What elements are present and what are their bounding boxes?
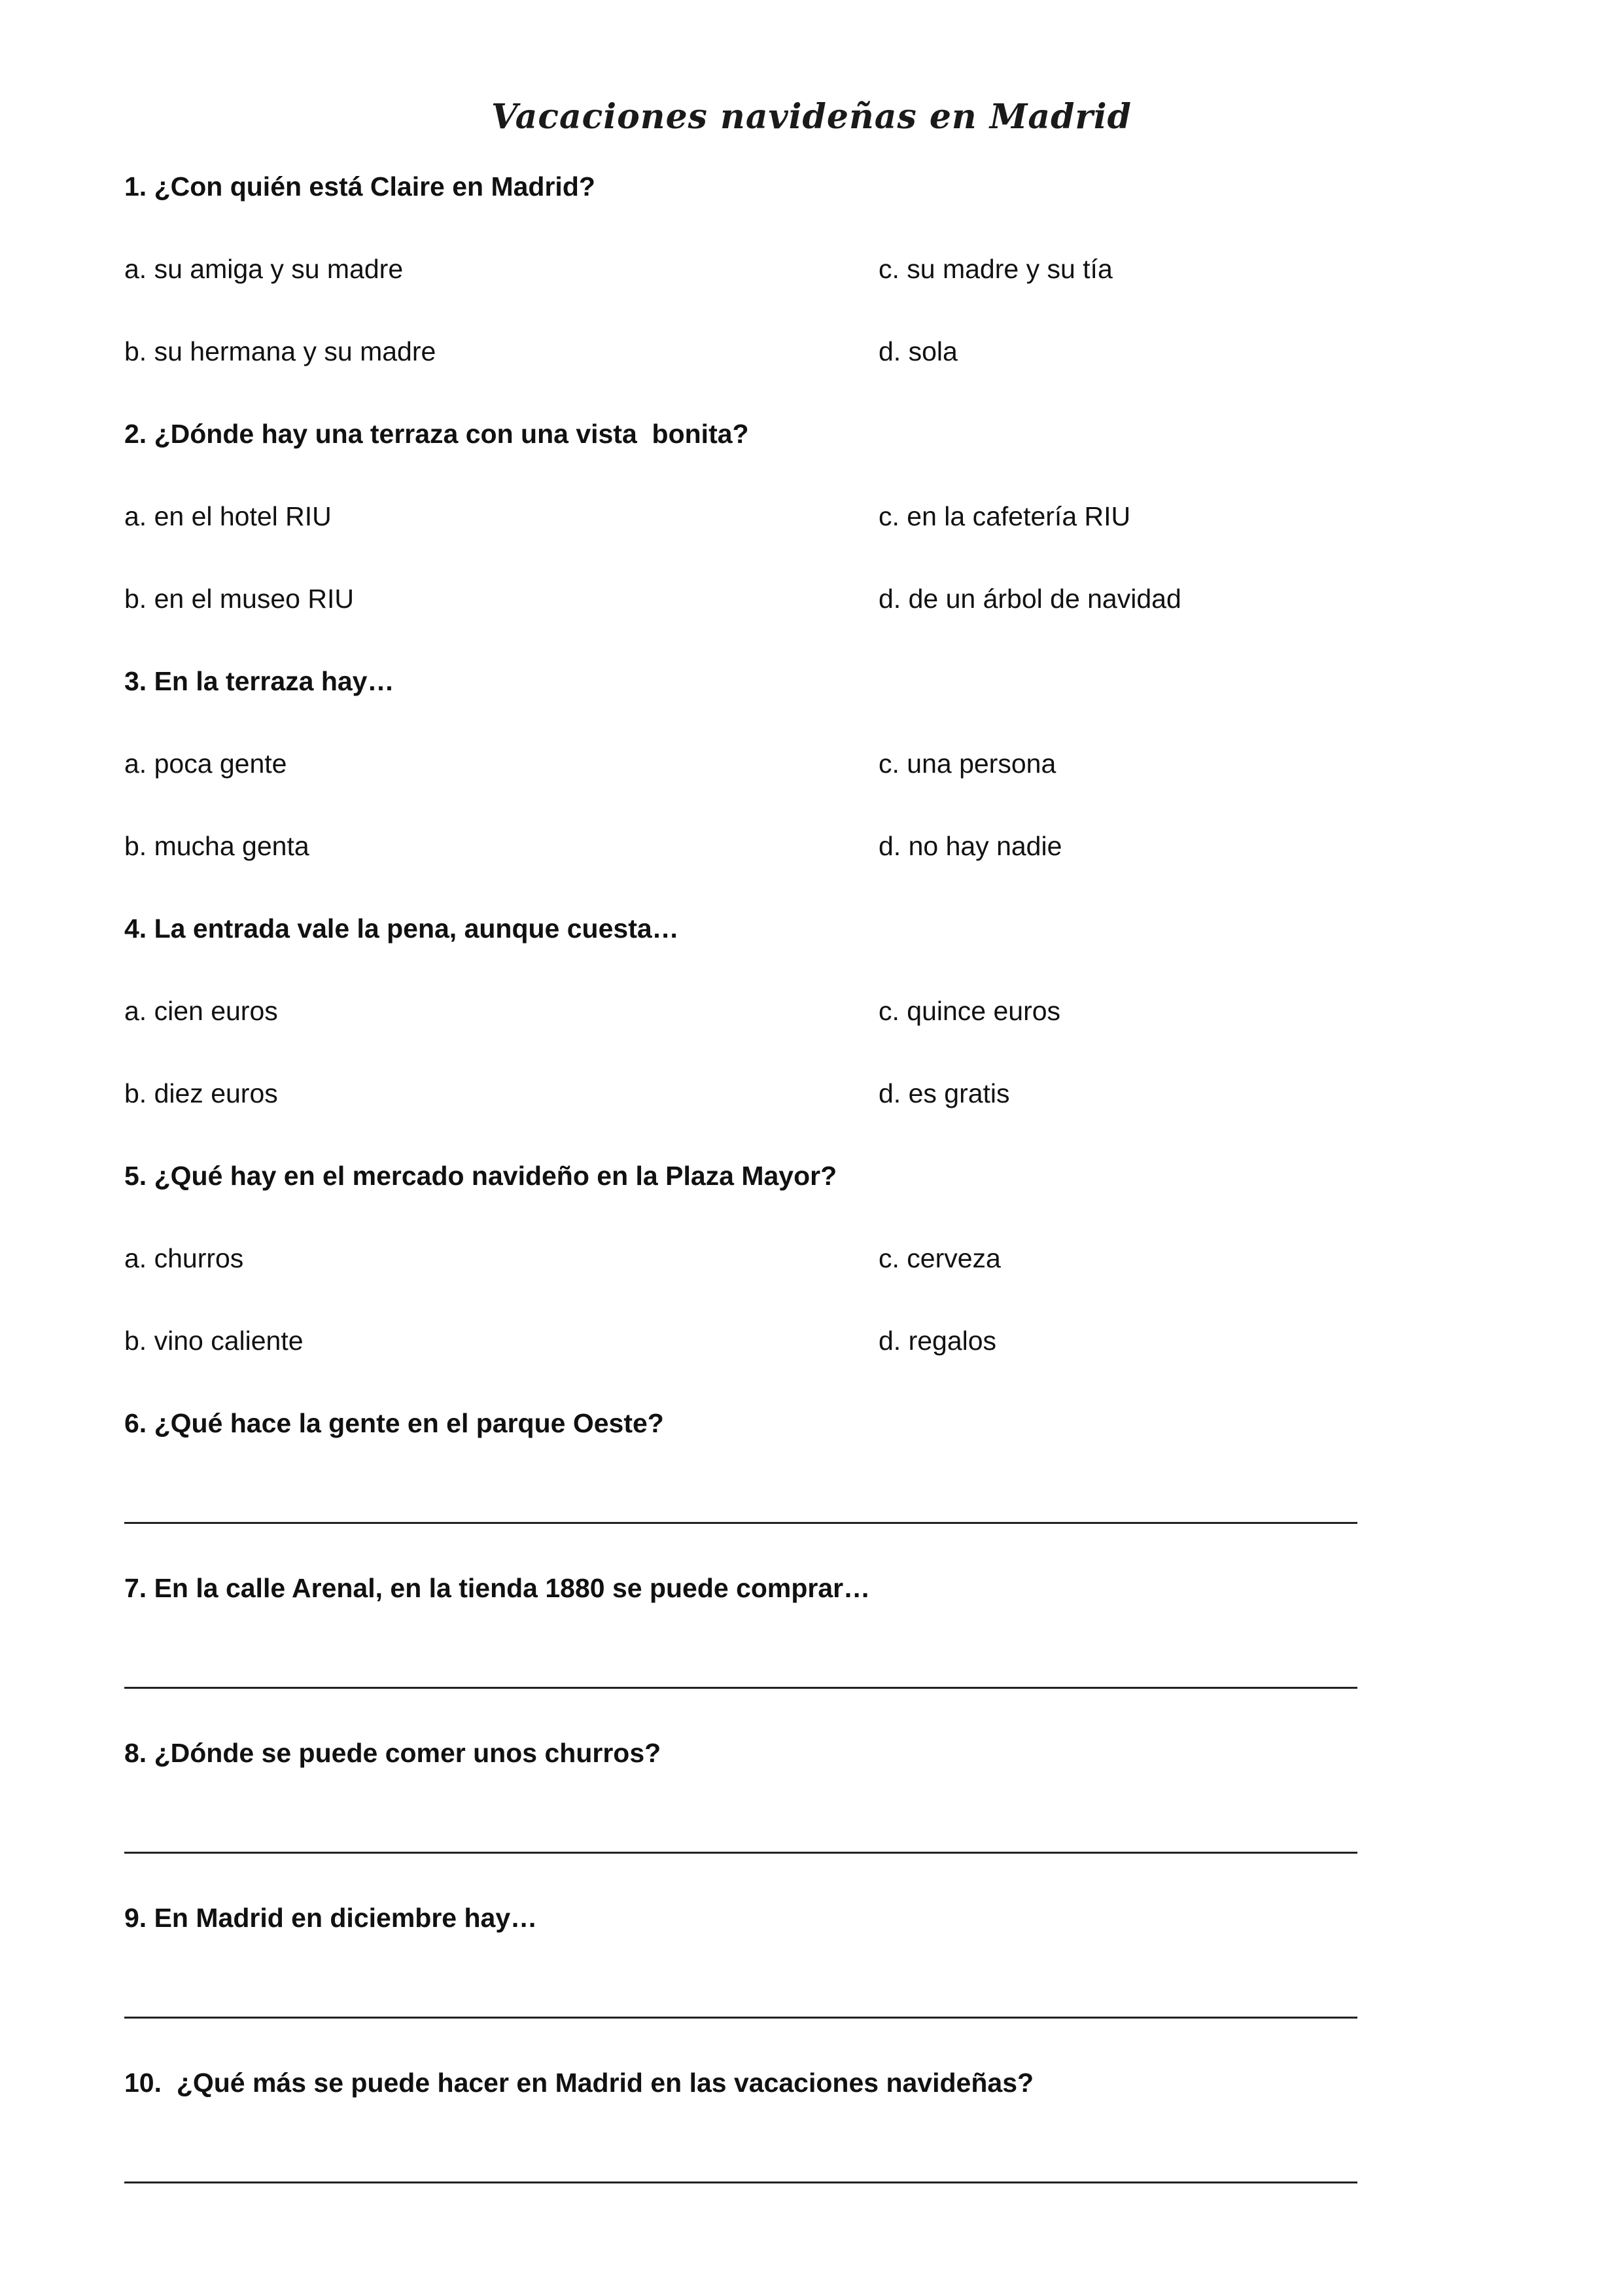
- q4-option-c: c. quince euros: [879, 996, 1061, 1026]
- q2-option-d: d. de un árbol de navidad: [879, 584, 1181, 614]
- question-1: 1. ¿Con quién está Claire en Madrid?: [124, 171, 595, 202]
- q1-option-a: a. su amiga y su madre: [124, 254, 404, 284]
- q4-option-b: b. diez euros: [124, 1078, 278, 1108]
- question-3: 3. En la terraza hay…: [124, 666, 394, 696]
- q1-option-d: d. sola: [879, 336, 958, 366]
- question-6: 6. ¿Qué hace la gente en el parque Oeste?: [124, 1408, 664, 1438]
- q5-option-d: d. regalos: [879, 1326, 997, 1356]
- q1-option-b: b. su hermana y su madre: [124, 336, 436, 366]
- q4-option-d: d. es gratis: [879, 1078, 1010, 1108]
- answer-line-9: [124, 2017, 1357, 2019]
- q2-option-b: b. en el museo RIU: [124, 584, 354, 614]
- answer-line-8: [124, 1852, 1357, 1854]
- q1-option-c: c. su madre y su tía: [879, 254, 1113, 284]
- q5-option-b: b. vino caliente: [124, 1326, 304, 1356]
- question-8: 8. ¿Dónde se puede comer unos churros?: [124, 1738, 661, 1768]
- question-4: 4. La entrada vale la pena, aunque cuesta…: [124, 913, 679, 944]
- q3-option-b: b. mucha genta: [124, 831, 309, 861]
- q5-option-c: c. cerveza: [879, 1243, 1001, 1273]
- q5-option-a: a. churros: [124, 1243, 244, 1273]
- q3-option-d: d. no hay nadie: [879, 831, 1062, 861]
- question-2: 2. ¿Dónde hay una terraza con una vista bonita?: [124, 419, 749, 449]
- question-9: 9. En Madrid en diciembre hay…: [124, 1903, 538, 1933]
- page-title: Vacaciones navideñas en Madrid: [491, 97, 1132, 137]
- answer-line-6: [124, 1522, 1357, 1524]
- question-7: 7. En la calle Arenal, en la tienda 1880 se puede comprar…: [124, 1573, 871, 1603]
- question-10: 10. ¿Qué más se puede hacer en Madrid en las vacaciones navideñas?: [124, 2068, 1034, 2098]
- q3-option-a: a. poca gente: [124, 749, 287, 779]
- q3-option-c: c. una persona: [879, 749, 1056, 779]
- question-5: 5. ¿Qué hay en el mercado navideño en la Plaza Mayor?: [124, 1161, 837, 1191]
- answer-line-10: [124, 2181, 1357, 2183]
- answer-line-7: [124, 1687, 1357, 1689]
- q2-option-c: c. en la cafetería RIU: [879, 501, 1131, 531]
- q2-option-a: a. en el hotel RIU: [124, 501, 332, 531]
- q4-option-a: a. cien euros: [124, 996, 278, 1026]
